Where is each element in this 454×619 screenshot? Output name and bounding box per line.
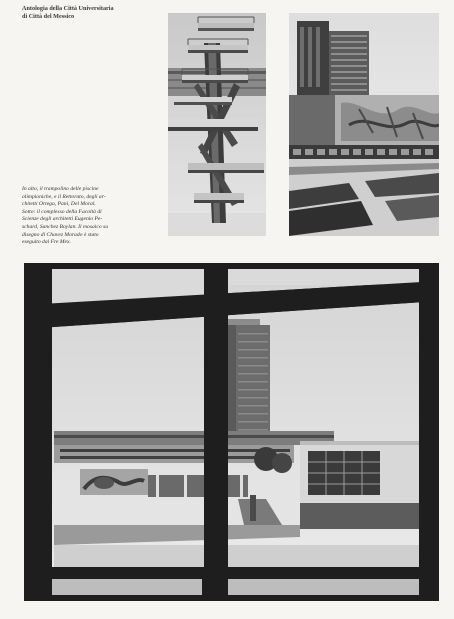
caption-line: chitetti Ortega, Pani, Del Moral. — [22, 201, 96, 208]
page-header — [22, 5, 152, 21]
rectory-tower-image — [289, 13, 439, 236]
caption-line: disegno di Chavez Morado è stato — [22, 231, 99, 238]
science-faculty-photo — [24, 263, 439, 601]
caption-line: eseguito dai Fre Mex. — [22, 239, 71, 246]
diving-tower-image — [168, 13, 266, 236]
caption-line: schard, Sanchez Boylan. Il mosaico su — [22, 223, 109, 230]
diving-tower-photo — [168, 13, 266, 236]
caption-line: olimpioniche, e il Rettorato, degli ar- — [22, 193, 106, 200]
science-faculty-image — [24, 263, 439, 601]
photo-caption — [22, 186, 144, 247]
header-line-2: di Città del Messico — [22, 13, 75, 20]
rectory-tower-photo — [289, 13, 439, 236]
caption-line: Scienze degli architetti Eugenio Pe- — [22, 216, 103, 223]
header-line-1: Antologia della Città Universitaria — [22, 5, 114, 12]
caption-line: In alto, il trampolino delle piscine — [22, 186, 99, 192]
caption-line: Sotto: il complesso della Facoltà di — [22, 208, 102, 215]
